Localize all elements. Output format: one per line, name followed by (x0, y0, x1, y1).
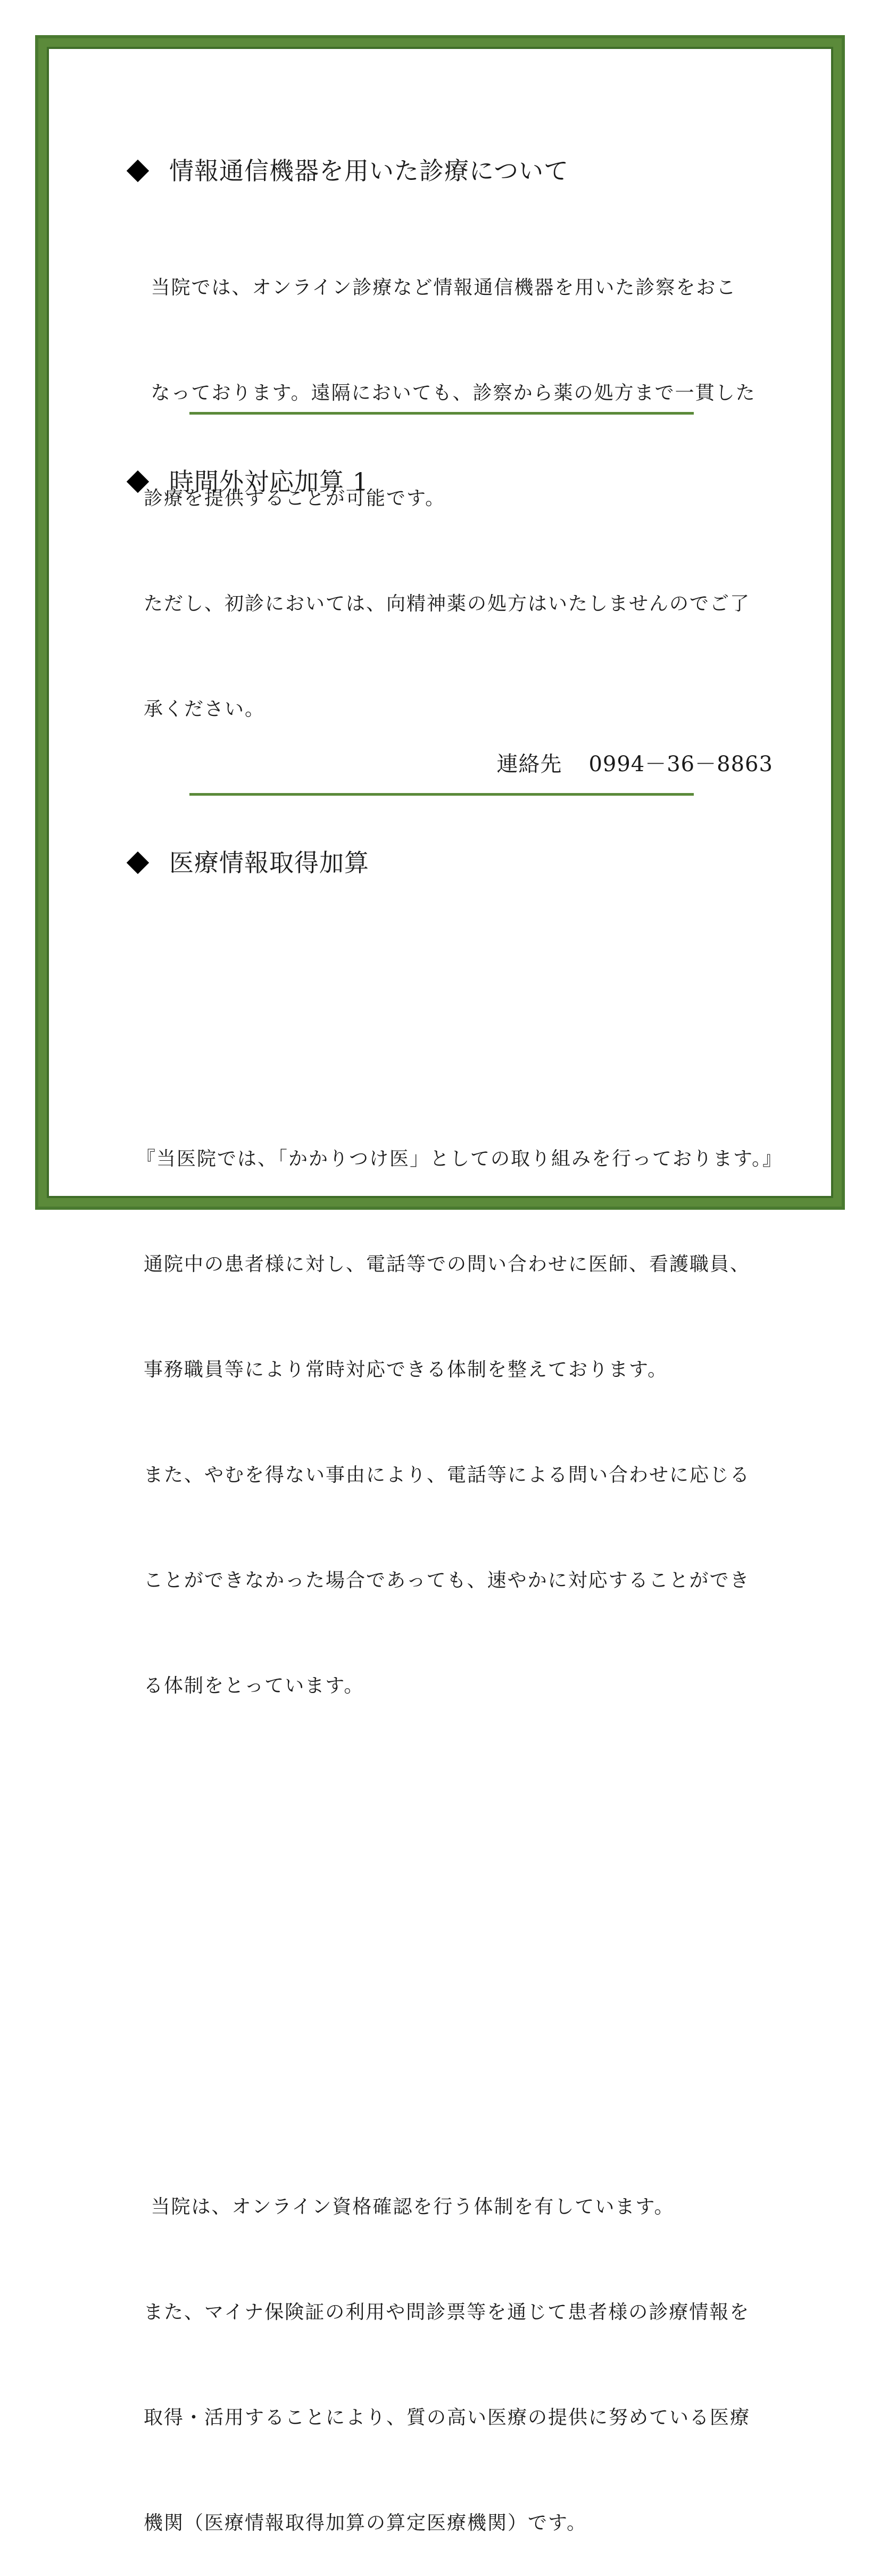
section-title: 情報通信機器を用いた診療について (169, 156, 569, 185)
section-title: 医療情報取得加算 (169, 848, 369, 877)
body-line: 事務職員等により常時対応できる体制を整えております。 (144, 1359, 668, 1381)
body-line: ただし、初診においては、向精神薬の処方はいたしませんのでご了 (144, 593, 751, 615)
body-line: なっております。遠隔においても、診察から薬の処方まで一貫した (144, 382, 756, 404)
contact-label: 連絡先 (496, 752, 562, 777)
body-line: 診療を提供することが可能です。 (144, 488, 446, 509)
section-divider (189, 793, 694, 796)
section-after-hours (127, 469, 776, 494)
section-heading (127, 469, 776, 494)
section-heading (127, 848, 776, 877)
section-after-hours-body (136, 1071, 785, 1739)
section-title: 時間外対応加算 1 (169, 467, 369, 496)
body-line: 通院中の患者様に対し、電話等での問い合わせに医師、看護職員、 (144, 1253, 751, 1275)
body-line: 取得・活用することにより、質の高い医療の提供に努めている医療 (144, 2407, 751, 2429)
contact-phone: 0994－36－8863 (588, 752, 773, 777)
body-line: 承ください。 (144, 698, 265, 720)
diamond-bullet-icon (127, 852, 149, 874)
section-heading (127, 156, 776, 185)
diamond-bullet-icon (127, 470, 149, 493)
section-medical-info (127, 848, 776, 877)
body-line: 当院では、オンライン診療など情報通信機器を用いた診察をおこ (144, 277, 737, 299)
section-divider (189, 412, 694, 415)
body-line: 当院は、オンライン資格確認を行う体制を有しています。 (144, 2196, 675, 2218)
body-line: また、マイナ保険証の利用や問診票等を通じて患者様の診療情報を (144, 2301, 750, 2323)
body-line: ことができなかった場合であっても、速やかに対応することができ (144, 1570, 750, 1591)
body-line: 機関（医療情報取得加算の算定医療機関）です。 (144, 2512, 587, 2534)
body-line: また、やむを得ない事由により、電話等による問い合わせに応じる (144, 1464, 751, 1486)
contact-line (482, 723, 773, 778)
body-line: る体制をとっています。 (144, 1675, 364, 1697)
body-line: 『当医院では、「かかりつけ医」としての取り組みを行っております。』 (136, 1148, 783, 1170)
section-online-care (127, 156, 776, 185)
diamond-bullet-icon (127, 160, 149, 182)
section-medical-info-body (144, 2119, 793, 2576)
